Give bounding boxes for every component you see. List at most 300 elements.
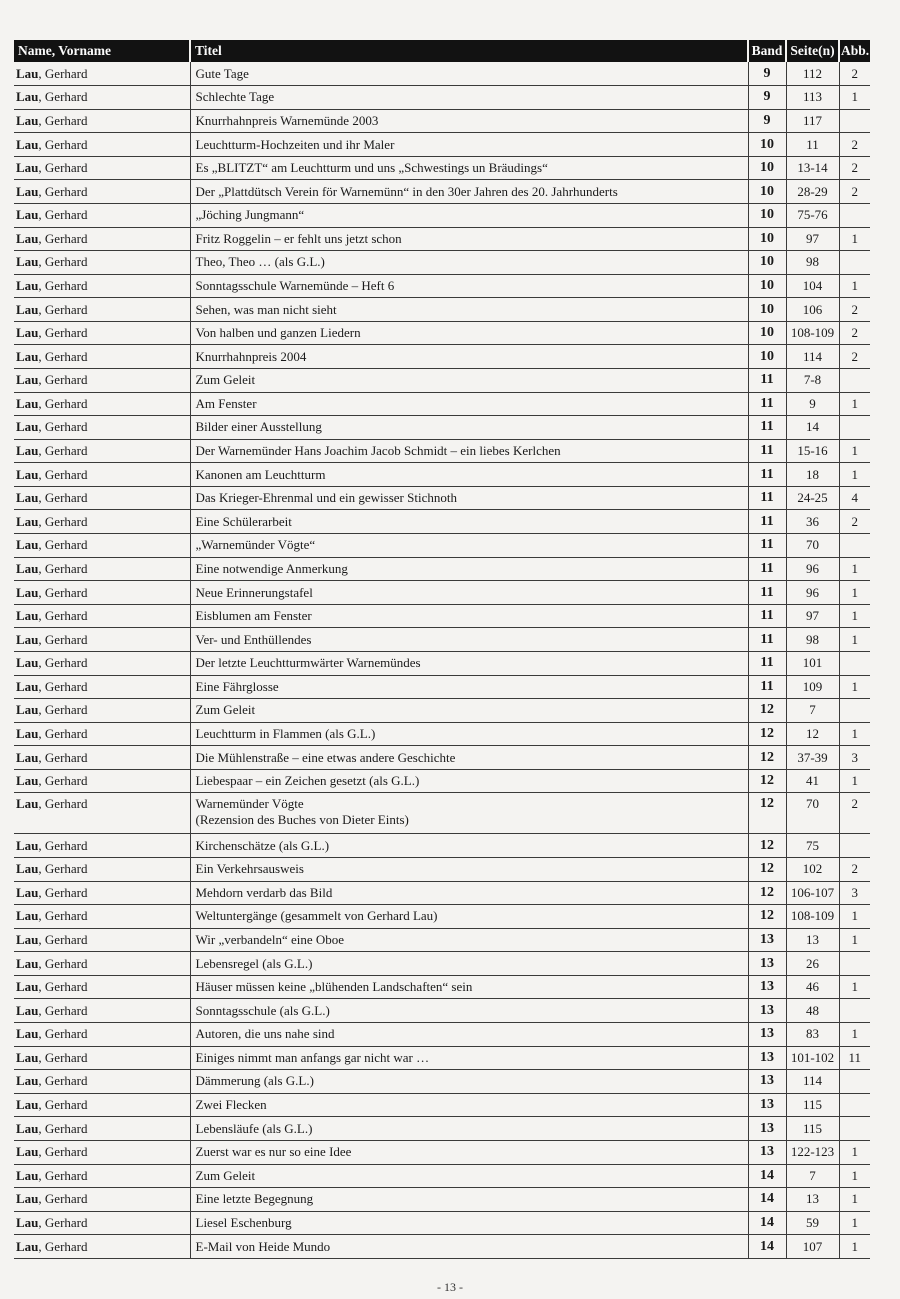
- author-separator: ,: [38, 160, 45, 176]
- author-lastname: Lau: [16, 560, 39, 576]
- author-separator: ,: [38, 655, 45, 671]
- author-cell: [14, 999, 190, 1023]
- author-lastname: Lau: [16, 979, 39, 995]
- title-cell: [190, 1046, 748, 1070]
- band-cell: 14: [748, 1211, 786, 1235]
- author-cell: [14, 369, 190, 393]
- pages-cell: 59: [786, 1211, 839, 1235]
- title-text: Autoren, die uns nahe sind: [195, 1026, 335, 1042]
- author-firstname: Gerhard: [44, 725, 88, 741]
- author-separator: ,: [38, 395, 45, 411]
- title-text: Kirchenschätze (als G.L.): [195, 837, 330, 853]
- author-cell: [14, 510, 190, 534]
- band-cell: 13: [748, 928, 786, 952]
- title-text: Am Fenster: [195, 395, 257, 411]
- author-cell: [14, 133, 190, 157]
- band-cell: 14: [748, 1235, 786, 1259]
- table-row: [14, 321, 870, 345]
- author-cell: [14, 1140, 190, 1164]
- author-separator: ,: [38, 1167, 45, 1183]
- title-cell: [190, 1093, 748, 1117]
- title-text: Von halben und ganzen Liedern: [195, 325, 361, 341]
- author-lastname: Lau: [16, 1097, 39, 1113]
- author-cell: [14, 769, 190, 793]
- band-cell: 12: [748, 858, 786, 882]
- band-cell: 11: [748, 675, 786, 699]
- table-row: [14, 274, 870, 298]
- author-lastname: Lau: [16, 1144, 39, 1160]
- pages-cell: 97: [786, 227, 839, 251]
- author-cell: [14, 834, 190, 858]
- author-cell: [14, 975, 190, 999]
- header-title: Titel: [190, 40, 748, 62]
- title-text: Mehdorn verdarb das Bild: [195, 884, 333, 900]
- title-text: Leuchtturm-Hochzeiten und ihr Maler: [195, 136, 395, 152]
- author-firstname: Gerhard: [44, 65, 88, 81]
- pages-cell: 98: [786, 251, 839, 275]
- pages-cell: 104: [786, 274, 839, 298]
- author-firstname: Gerhard: [44, 537, 88, 553]
- title-text: Schlechte Tage: [195, 89, 275, 105]
- author-separator: ,: [38, 837, 45, 853]
- author-firstname: Gerhard: [44, 861, 88, 877]
- title-text: Fritz Roggelin – er fehlt uns jetzt schon: [195, 230, 402, 246]
- author-firstname: Gerhard: [44, 419, 88, 435]
- author-separator: ,: [38, 301, 45, 317]
- author-lastname: Lau: [16, 1120, 39, 1136]
- title-text: Einiges nimmt man anfangs gar nicht war …: [195, 1049, 430, 1065]
- author-lastname: Lau: [16, 1073, 39, 1089]
- title-text: Ver- und Enthüllendes: [195, 631, 312, 647]
- table-row: [14, 486, 870, 510]
- title-text: Die Mühlenstraße – eine etwas andere Geschichte: [195, 749, 456, 765]
- abb-cell: 1: [839, 1235, 870, 1259]
- abb-cell: 3: [839, 881, 870, 905]
- title-text: Zum Geleit: [195, 372, 256, 388]
- author-lastname: Lau: [16, 395, 39, 411]
- author-cell: [14, 1093, 190, 1117]
- author-separator: ,: [38, 796, 45, 812]
- abb-cell: 1: [839, 86, 870, 110]
- abb-cell: [839, 1117, 870, 1141]
- band-cell: 13: [748, 975, 786, 999]
- table-row: [14, 227, 870, 251]
- title-subtext: (Rezension des Buches von Dieter Eints): [195, 812, 409, 828]
- pages-cell: 106-107: [786, 881, 839, 905]
- band-cell: 12: [748, 793, 786, 834]
- abb-cell: 1: [839, 274, 870, 298]
- band-cell: 12: [748, 905, 786, 929]
- author-firstname: Gerhard: [44, 1144, 88, 1160]
- author-firstname: Gerhard: [44, 1238, 88, 1254]
- index-sheet: [14, 40, 870, 1259]
- title-cell: [190, 251, 748, 275]
- title-cell: [190, 439, 748, 463]
- author-separator: ,: [38, 89, 45, 105]
- abb-cell: 1: [839, 928, 870, 952]
- pages-cell: 106: [786, 298, 839, 322]
- pages-cell: 24-25: [786, 486, 839, 510]
- table-row: [14, 86, 870, 110]
- author-lastname: Lau: [16, 490, 39, 506]
- author-cell: [14, 1211, 190, 1235]
- abb-cell: 1: [839, 1211, 870, 1235]
- author-separator: ,: [38, 325, 45, 341]
- author-separator: ,: [38, 749, 45, 765]
- author-firstname: Gerhard: [44, 136, 88, 152]
- table-row: [14, 1164, 870, 1188]
- abb-cell: 1: [839, 463, 870, 487]
- table-row: [14, 581, 870, 605]
- author-cell: [14, 180, 190, 204]
- title-cell: [190, 180, 748, 204]
- author-cell: [14, 675, 190, 699]
- abb-cell: 2: [839, 180, 870, 204]
- author-separator: ,: [38, 979, 45, 995]
- author-cell: [14, 439, 190, 463]
- author-firstname: Gerhard: [44, 796, 88, 812]
- author-cell: [14, 274, 190, 298]
- band-cell: 10: [748, 321, 786, 345]
- title-text: Zum Geleit: [195, 1167, 256, 1183]
- author-cell: [14, 722, 190, 746]
- abb-cell: 2: [839, 345, 870, 369]
- title-cell: [190, 227, 748, 251]
- author-firstname: Gerhard: [44, 207, 88, 223]
- author-separator: ,: [38, 1144, 45, 1160]
- abb-cell: 1: [839, 905, 870, 929]
- author-cell: [14, 109, 190, 133]
- author-lastname: Lau: [16, 254, 39, 270]
- title-text: Gute Tage: [195, 65, 249, 81]
- author-separator: ,: [38, 230, 45, 246]
- band-cell: 13: [748, 952, 786, 976]
- abb-cell: 11: [839, 1046, 870, 1070]
- author-separator: ,: [38, 1214, 45, 1230]
- author-cell: [14, 203, 190, 227]
- band-cell: 13: [748, 1070, 786, 1094]
- abb-cell: [839, 651, 870, 675]
- author-cell: [14, 1188, 190, 1212]
- title-text: Eisblumen am Fenster: [195, 608, 312, 624]
- abb-cell: 1: [839, 604, 870, 628]
- author-separator: ,: [38, 65, 45, 81]
- author-lastname: Lau: [16, 325, 39, 341]
- title-text: Dämmerung (als G.L.): [195, 1073, 314, 1089]
- pages-cell: 46: [786, 975, 839, 999]
- band-cell: 13: [748, 1023, 786, 1047]
- title-cell: [190, 109, 748, 133]
- abb-cell: 1: [839, 1188, 870, 1212]
- author-separator: ,: [38, 560, 45, 576]
- table-row: [14, 722, 870, 746]
- pages-cell: 114: [786, 345, 839, 369]
- author-cell: [14, 604, 190, 628]
- pages-cell: 70: [786, 534, 839, 558]
- author-cell: [14, 62, 190, 86]
- author-lastname: Lau: [16, 837, 39, 853]
- band-cell: 11: [748, 463, 786, 487]
- abb-cell: 1: [839, 975, 870, 999]
- table-row: [14, 1211, 870, 1235]
- author-lastname: Lau: [16, 749, 39, 765]
- title-cell: [190, 834, 748, 858]
- band-cell: 11: [748, 510, 786, 534]
- pages-cell: 37-39: [786, 746, 839, 770]
- pages-cell: 113: [786, 86, 839, 110]
- table-row: [14, 675, 870, 699]
- table-row: [14, 1093, 870, 1117]
- author-firstname: Gerhard: [44, 466, 88, 482]
- pages-cell: 13: [786, 928, 839, 952]
- author-firstname: Gerhard: [44, 1026, 88, 1042]
- title-text: Liebespaar – ein Zeichen gesetzt (als G.L.): [195, 773, 420, 789]
- author-lastname: Lau: [16, 932, 39, 948]
- table-row: [14, 133, 870, 157]
- author-firstname: Gerhard: [44, 884, 88, 900]
- title-cell: [190, 392, 748, 416]
- author-separator: ,: [38, 955, 45, 971]
- author-separator: ,: [38, 884, 45, 900]
- author-lastname: Lau: [16, 725, 39, 741]
- author-cell: [14, 952, 190, 976]
- abb-cell: 1: [839, 581, 870, 605]
- author-separator: ,: [38, 702, 45, 718]
- abb-cell: [839, 1093, 870, 1117]
- pages-cell: 115: [786, 1093, 839, 1117]
- table-row: [14, 699, 870, 723]
- author-cell: [14, 227, 190, 251]
- pages-cell: 48: [786, 999, 839, 1023]
- page-number: - 13 -: [437, 1280, 463, 1294]
- pages-cell: 9: [786, 392, 839, 416]
- author-lastname: Lau: [16, 348, 39, 364]
- abb-cell: [839, 999, 870, 1023]
- title-cell: [190, 746, 748, 770]
- abb-cell: [839, 952, 870, 976]
- abb-cell: 1: [839, 439, 870, 463]
- author-firstname: Gerhard: [44, 702, 88, 718]
- title-cell: [190, 928, 748, 952]
- author-lastname: Lau: [16, 537, 39, 553]
- title-text: Liesel Eschenburg: [195, 1214, 292, 1230]
- table-row: [14, 439, 870, 463]
- author-lastname: Lau: [16, 655, 39, 671]
- title-text: Weltuntergänge (gesammelt von Gerhard Lau): [195, 908, 438, 924]
- title-cell: [190, 62, 748, 86]
- author-firstname: Gerhard: [44, 254, 88, 270]
- title-cell: [190, 793, 748, 834]
- abb-cell: 1: [839, 722, 870, 746]
- pages-cell: 13: [786, 1188, 839, 1212]
- band-cell: 11: [748, 581, 786, 605]
- author-separator: ,: [38, 678, 45, 694]
- table-body: [14, 62, 870, 1258]
- author-lastname: Lau: [16, 1026, 39, 1042]
- author-firstname: Gerhard: [44, 1214, 88, 1230]
- title-cell: [190, 369, 748, 393]
- table-row: [14, 905, 870, 929]
- author-lastname: Lau: [16, 136, 39, 152]
- author-lastname: Lau: [16, 608, 39, 624]
- table-row: [14, 881, 870, 905]
- author-firstname: Gerhard: [44, 631, 88, 647]
- abb-cell: 1: [839, 675, 870, 699]
- author-firstname: Gerhard: [44, 230, 88, 246]
- table-row: [14, 1235, 870, 1259]
- title-cell: [190, 975, 748, 999]
- pages-cell: 70: [786, 793, 839, 834]
- band-cell: 13: [748, 1140, 786, 1164]
- title-text: Leuchtturm in Flammen (als G.L.): [195, 725, 376, 741]
- author-lastname: Lau: [16, 861, 39, 877]
- author-separator: ,: [38, 1049, 45, 1065]
- pages-cell: 7-8: [786, 369, 839, 393]
- author-lastname: Lau: [16, 1167, 39, 1183]
- author-separator: ,: [38, 466, 45, 482]
- table-row: [14, 156, 870, 180]
- pages-cell: 75-76: [786, 203, 839, 227]
- author-firstname: Gerhard: [44, 1097, 88, 1113]
- author-separator: ,: [38, 348, 45, 364]
- pages-cell: 98: [786, 628, 839, 652]
- title-cell: [190, 1070, 748, 1094]
- band-cell: 11: [748, 392, 786, 416]
- author-firstname: Gerhard: [44, 1073, 88, 1089]
- band-cell: 10: [748, 345, 786, 369]
- author-cell: [14, 298, 190, 322]
- pages-cell: 97: [786, 604, 839, 628]
- pages-cell: 12: [786, 722, 839, 746]
- band-cell: 12: [748, 699, 786, 723]
- abb-cell: [839, 834, 870, 858]
- title-cell: [190, 999, 748, 1023]
- title-cell: [190, 416, 748, 440]
- author-firstname: Gerhard: [44, 837, 88, 853]
- author-lastname: Lau: [16, 1049, 39, 1065]
- title-text: „Warnemünder Vögte“: [195, 537, 316, 553]
- pages-cell: 15-16: [786, 439, 839, 463]
- author-firstname: Gerhard: [44, 372, 88, 388]
- abb-cell: 2: [839, 62, 870, 86]
- author-lastname: Lau: [16, 773, 39, 789]
- title-text: Wir „verbandeln“ eine Oboe: [195, 932, 345, 948]
- title-cell: [190, 1117, 748, 1141]
- title-text: Lebensläufe (als G.L.): [195, 1120, 313, 1136]
- title-cell: [190, 463, 748, 487]
- table-row: [14, 203, 870, 227]
- author-separator: ,: [38, 1073, 45, 1089]
- band-cell: 10: [748, 251, 786, 275]
- author-lastname: Lau: [16, 678, 39, 694]
- title-text: Der „Plattdütsch Verein för Warnemünn“ in den 30er Jahren des 20. Jahrhunderts: [195, 183, 618, 199]
- author-lastname: Lau: [16, 277, 39, 293]
- author-cell: [14, 392, 190, 416]
- author-cell: [14, 251, 190, 275]
- table-row: [14, 416, 870, 440]
- title-cell: [190, 952, 748, 976]
- title-cell: [190, 675, 748, 699]
- band-cell: 10: [748, 180, 786, 204]
- band-cell: 11: [748, 628, 786, 652]
- abb-cell: 1: [839, 1023, 870, 1047]
- pages-cell: 7: [786, 699, 839, 723]
- author-separator: ,: [38, 584, 45, 600]
- table-row: [14, 345, 870, 369]
- table-row: [14, 557, 870, 581]
- pages-cell: 107: [786, 1235, 839, 1259]
- title-text: Der letzte Leuchtturmwärter Warnemündes: [195, 655, 421, 671]
- header-name: Name, Vorname: [14, 40, 190, 62]
- band-cell: 11: [748, 534, 786, 558]
- pages-cell: 28-29: [786, 180, 839, 204]
- author-lastname: Lau: [16, 1002, 39, 1018]
- author-lastname: Lau: [16, 908, 39, 924]
- title-text: Eine letzte Begegnung: [195, 1191, 314, 1207]
- band-cell: 11: [748, 416, 786, 440]
- title-cell: [190, 321, 748, 345]
- author-cell: [14, 1235, 190, 1259]
- pages-cell: 115: [786, 1117, 839, 1141]
- author-cell: [14, 581, 190, 605]
- table-row: [14, 975, 870, 999]
- author-lastname: Lau: [16, 884, 39, 900]
- pages-cell: 26: [786, 952, 839, 976]
- author-firstname: Gerhard: [44, 395, 88, 411]
- pages-cell: 7: [786, 1164, 839, 1188]
- abb-cell: [839, 1070, 870, 1094]
- author-lastname: Lau: [16, 1214, 39, 1230]
- table-row: [14, 793, 870, 834]
- title-text: Lebensregel (als G.L.): [195, 955, 313, 971]
- author-separator: ,: [38, 1026, 45, 1042]
- title-cell: [190, 345, 748, 369]
- author-lastname: Lau: [16, 631, 39, 647]
- title-text: Theo, Theo … (als G.L.): [195, 254, 325, 270]
- author-cell: [14, 1046, 190, 1070]
- author-separator: ,: [38, 419, 45, 435]
- author-firstname: Gerhard: [44, 955, 88, 971]
- abb-cell: 2: [839, 793, 870, 834]
- author-separator: ,: [38, 773, 45, 789]
- pages-cell: 13-14: [786, 156, 839, 180]
- title-text: Warnemünder Vögte: [195, 796, 304, 812]
- band-cell: 11: [748, 486, 786, 510]
- title-cell: [190, 298, 748, 322]
- author-firstname: Gerhard: [44, 325, 88, 341]
- author-firstname: Gerhard: [44, 112, 88, 128]
- title-text: Zwei Flecken: [195, 1097, 267, 1113]
- band-cell: 11: [748, 369, 786, 393]
- author-separator: ,: [38, 183, 45, 199]
- band-cell: 12: [748, 769, 786, 793]
- band-cell: 13: [748, 1046, 786, 1070]
- abb-cell: 2: [839, 298, 870, 322]
- author-lastname: Lau: [16, 207, 39, 223]
- author-cell: [14, 321, 190, 345]
- author-cell: [14, 651, 190, 675]
- title-cell: [190, 274, 748, 298]
- title-cell: [190, 510, 748, 534]
- title-cell: [190, 651, 748, 675]
- pages-cell: 96: [786, 581, 839, 605]
- abb-cell: [839, 369, 870, 393]
- author-firstname: Gerhard: [44, 513, 88, 529]
- author-cell: [14, 86, 190, 110]
- table-row: [14, 604, 870, 628]
- band-cell: 14: [748, 1164, 786, 1188]
- author-lastname: Lau: [16, 1238, 39, 1254]
